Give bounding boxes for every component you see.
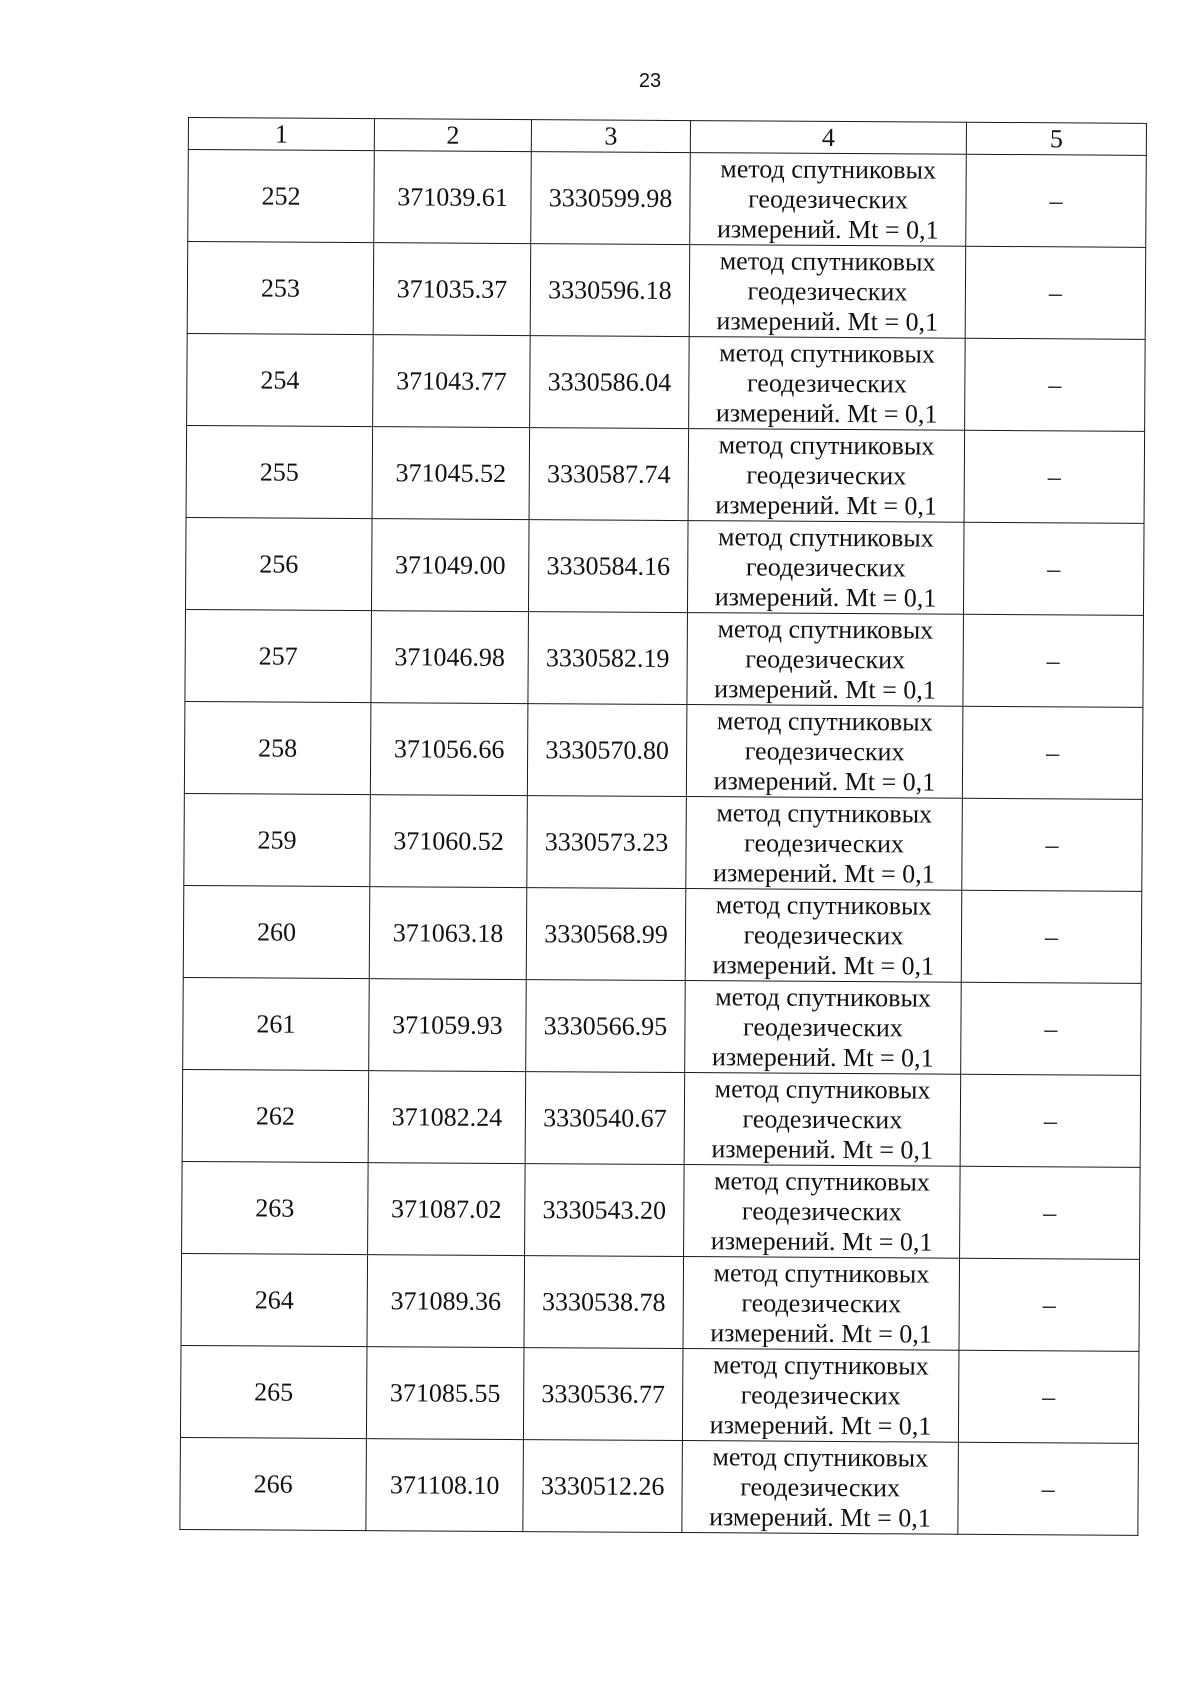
method-cell [687,521,964,615]
table-row [185,609,1144,707]
method-line: геодезических [741,1287,902,1318]
method-line: измерений. Mt = 0,1 [710,1317,932,1349]
method-line: геодезических [748,183,908,214]
table-row [183,977,1142,1075]
method-line: метод спутниковых [715,981,932,1013]
method-line: измерений. Mt = 0,1 [715,397,938,429]
y-coordinate-cell: 3330570.80 [527,704,687,797]
x-coordinate-cell: 371035.37 [373,243,531,336]
y-coordinate-cell: 3330536.77 [523,1348,683,1441]
table-row [181,1253,1140,1351]
method-cell [684,1073,961,1167]
table-row [186,425,1145,523]
header-cell-2: 2 [374,119,531,152]
table-row [180,1437,1139,1535]
method-line: метод спутниковых [714,1073,931,1105]
method-cell [682,1441,959,1535]
method-line: геодезических [742,1103,903,1134]
x-coordinate-cell: 371039.61 [374,151,532,244]
method-line: метод спутниковых [718,521,934,553]
method-line: измерений. Mt = 0,1 [714,581,937,613]
note-cell: – [960,1166,1141,1259]
point-number-cell: 258 [184,701,371,794]
header-cell-4: 4 [690,121,966,155]
method-line: измерений. Mt = 0,1 [715,489,938,521]
method-cell [685,889,962,983]
table-row [187,242,1146,340]
method-line: измерений. Mt = 0,1 [712,949,935,981]
note-cell: – [964,430,1145,523]
method-line: геодезических [744,735,905,766]
method-line: метод спутниковых [714,1165,930,1197]
table-row [184,701,1143,799]
method-line: метод спутниковых [716,705,933,737]
y-coordinate-cell: 3330596.18 [530,244,690,337]
method-line: метод спутниковых [717,613,934,645]
x-coordinate-cell: 371089.36 [367,1255,525,1348]
point-number-cell: 253 [187,242,374,335]
method-cell [685,981,962,1075]
method-line: метод спутниковых [715,889,932,921]
note-cell: – [962,706,1143,799]
method-line: метод спутниковых [713,1257,930,1289]
method-line: метод спутниковых [719,245,936,277]
note-cell: – [959,1258,1140,1351]
method-cell [686,797,963,891]
note-cell: – [965,338,1146,431]
method-line: геодезических [742,1011,903,1042]
method-cell [689,337,966,431]
method-line: метод спутниковых [720,153,937,185]
method-line: геодезических [743,919,904,950]
y-coordinate-cell: 3330599.98 [531,152,691,245]
point-number-cell: 265 [180,1345,367,1438]
point-number-cell: 264 [181,1253,368,1346]
method-line: измерений. Mt = 0,1 [709,1501,931,1533]
point-number-cell: 262 [182,1069,369,1162]
method-line: геодезических [747,275,908,306]
method-line: метод спутниковых [712,1441,929,1473]
table-row [187,333,1146,431]
method-cell [684,1165,961,1259]
note-cell: – [958,1350,1139,1443]
point-number-cell: 252 [188,150,375,243]
x-coordinate-cell: 371059.93 [369,979,527,1072]
page-number: 23 [638,70,662,92]
y-coordinate-cell: 3330584.16 [528,520,688,613]
header-cell-1: 1 [188,118,374,151]
method-cell [686,705,963,799]
y-coordinate-cell: 3330573.23 [527,796,687,889]
note-cell: – [961,890,1142,983]
x-coordinate-cell: 371045.52 [372,427,530,520]
method-line: геодезических [740,1471,901,1502]
point-number-cell: 260 [183,885,370,978]
header-cell-3: 3 [531,120,690,153]
x-coordinate-cell: 371087.02 [368,1163,526,1256]
y-coordinate-cell: 3330543.20 [525,1164,685,1257]
method-cell [682,1349,959,1443]
method-line: метод спутниковых [712,1349,929,1381]
method-cell [690,153,967,247]
y-coordinate-cell: 3330586.04 [530,336,690,429]
point-number-cell: 266 [180,1437,367,1530]
method-line: измерений. Mt = 0,1 [712,857,935,889]
y-coordinate-cell: 3330566.95 [526,980,686,1073]
x-coordinate-cell: 371082.24 [368,1071,526,1164]
note-cell: – [961,982,1142,1075]
table-row [185,517,1144,615]
method-cell [688,429,965,523]
table-row [184,793,1143,891]
table-row [182,1161,1141,1259]
y-coordinate-cell: 3330568.99 [526,888,686,981]
header-cell-5: 5 [966,122,1146,155]
x-coordinate-cell: 371056.66 [370,703,528,796]
point-number-cell: 257 [185,609,372,702]
method-line: геодезических [741,1195,902,1226]
method-line: геодезических [745,643,906,674]
point-number-cell: 254 [187,333,374,426]
x-coordinate-cell: 371060.52 [370,795,528,888]
table-row [180,1345,1139,1443]
note-cell: – [966,154,1147,247]
method-line: геодезических [744,827,905,858]
table-row [183,885,1142,983]
method-line: метод спутниковых [718,429,935,461]
method-line: геодезических [745,551,906,582]
coordinates-table [179,117,1147,1536]
method-line: измерений. Mt = 0,1 [714,673,936,705]
method-line: геодезических [746,459,907,490]
method-line: измерений. Mt = 0,1 [711,1041,934,1073]
method-line: измерений. Mt = 0,1 [711,1133,934,1165]
point-number-cell: 261 [183,977,370,1070]
x-coordinate-cell: 371049.00 [371,519,529,612]
point-number-cell: 259 [184,793,371,886]
y-coordinate-cell: 3330512.26 [523,1440,683,1533]
y-coordinate-cell: 3330582.19 [528,612,688,705]
method-line: измерений. Mt = 0,1 [716,305,939,337]
method-line: метод спутниковых [716,797,933,829]
method-line: измерений. Mt = 0,1 [713,765,936,797]
method-line: измерений. Mt = 0,1 [716,213,939,245]
point-number-cell: 255 [186,425,373,518]
note-cell: – [965,246,1146,339]
note-cell: – [958,1442,1139,1535]
x-coordinate-cell: 371108.10 [366,1439,524,1532]
x-coordinate-cell: 371046.98 [371,611,529,704]
method-line: метод спутниковых [719,337,936,369]
x-coordinate-cell: 371063.18 [369,887,527,980]
method-line: измерений. Mt = 0,1 [709,1409,932,1441]
note-cell: – [960,1074,1141,1167]
y-coordinate-cell: 3330538.78 [524,1256,684,1349]
y-coordinate-cell: 3330587.74 [529,428,689,521]
table-row [188,150,1147,248]
y-coordinate-cell: 3330540.67 [525,1072,685,1165]
method-line: геодезических [740,1379,901,1410]
method-line: геодезических [746,367,907,398]
note-cell: – [962,798,1143,891]
point-number-cell: 263 [182,1161,369,1254]
method-line: измерений. Mt = 0,1 [710,1225,933,1257]
point-number-cell: 256 [185,517,372,610]
x-coordinate-cell: 371085.55 [366,1347,524,1440]
note-cell: – [963,614,1144,707]
note-cell: – [963,522,1144,615]
table-body [180,118,1147,1536]
method-cell [687,613,964,707]
method-cell [689,245,966,339]
table-row [182,1069,1141,1167]
x-coordinate-cell: 371043.77 [373,335,531,428]
method-cell [683,1257,960,1351]
